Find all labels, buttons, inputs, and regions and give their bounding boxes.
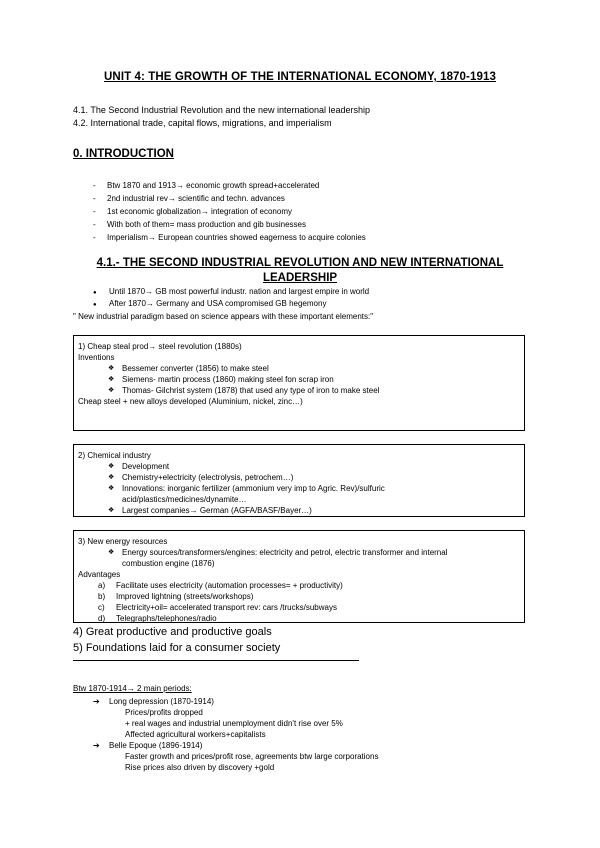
hegemony-bullets [93, 286, 369, 310]
toc-item-4-2: 4.2. International trade, capital flows, migrations, and imperialism [73, 118, 332, 128]
section-heading-line: LEADERSHIP [262, 272, 338, 284]
inventions-list [78, 363, 524, 396]
introduction-heading: 0. INTRODUCTION [73, 148, 174, 160]
period-belle-epoque [93, 740, 378, 773]
intro-item: - 2nd industrial rev→ scientific and techn. advances [93, 192, 366, 205]
invention-item: ❖ Siemens- martin process (1860) making steel fon scrap iron [108, 374, 524, 385]
period-line: Affected agricultural workers+capitalists [125, 730, 266, 739]
box-label: Inventions [78, 353, 115, 362]
paradigm-note: " New industrial paradigm based on science appears with these important elements:" [73, 312, 374, 321]
advantage-item [98, 591, 524, 602]
period-title: Belle Epoque (1896-1914) [109, 741, 203, 750]
period-line: Prices/profits dropped [125, 708, 203, 717]
chemical-item: ❖ Innovations: inorganic fertilizer (ammonium very imp to Agric. Rev)/sulfuric acid/plastics/medicines/dynamite… [108, 483, 468, 505]
box-title: 1) Cheap steal prod→ steel revolution (1880s) [78, 342, 242, 351]
period-line: Faster growth and prices/profit rose, agreements btw large corporations [125, 752, 379, 761]
section-heading-line: 4.1.- THE SECOND INDUSTRIAL REVOLUTION AND NEW INTERNATIONAL [96, 257, 504, 269]
advantages-list [78, 580, 524, 624]
advantage-text: Electricity+oil= accelerated transport rev: cars /trucks/subways [116, 603, 337, 612]
invention-item: ❖ Thomas- Gilchrist system (1878) that used any type of iron to make steel [108, 385, 524, 396]
list-marker: c) [98, 603, 105, 612]
box-title: 3) New energy resources [78, 537, 168, 546]
period-line: + real wages and industrial unemployment didn't rise over 5% [125, 719, 343, 728]
separator-line [73, 660, 359, 661]
intro-item: - Imperialism→ European countries showed eagerness to acquire colonies [93, 231, 366, 244]
chemical-list [78, 461, 468, 516]
period-title: Long depression (1870-1914) [109, 697, 214, 706]
intro-item: - Btw 1870 and 1913→ economic growth spread+accelerated [93, 179, 366, 192]
periods-heading: Btw 1870-1914→ 2 main periods: [73, 684, 192, 693]
box-footer: Cheap steel + new alloys developed (Aluminium, nickel, zinc…) [78, 397, 303, 406]
period-long-depression [93, 696, 378, 740]
chemical-item: ❖ Largest companies→ German (AGFA/BASF/Bayer…) [108, 505, 468, 516]
period-line: Rise prices also driven by discovery +gold [125, 763, 275, 772]
toc-item-4-1: 4.1. The Second Industrial Revolution and the new international leadership [73, 105, 371, 115]
chemical-item: ❖ Chemistry+electricity (electrolysis, petrochem…) [108, 472, 468, 483]
bullet-item: ● After 1870→ Germany and USA compromised GB hegemony [93, 298, 369, 310]
bullet-item: ● Until 1870→ GB most powerful industr. nation and largest empire in world [93, 286, 369, 298]
box-title: 2) Chemical industry [78, 451, 151, 460]
advantage-item [98, 613, 524, 624]
intro-item: - 1st economic globalization→ integration of economy [93, 205, 366, 218]
unit-title: UNIT 4: THE GROWTH OF THE INTERNATIONAL ECONOMY, 1870-1913 [104, 71, 496, 83]
chemical-item: ❖ Development [108, 461, 468, 472]
arrow-icon: ➔ [93, 741, 100, 750]
advantage-text: Facilitate uses electricity (automation processes= + productivity) [116, 581, 343, 590]
point-4: 4) Great productive and productive goals [73, 626, 272, 638]
box-label: Advantages [78, 570, 121, 579]
energy-item: ❖ Energy sources/transformers/engines: electricity and petrol, electric transformer and internal combustion engine (1876) [108, 547, 488, 569]
section-4-1-heading [80, 256, 520, 286]
energy-box [73, 530, 525, 623]
periods-list [93, 696, 378, 773]
invention-item: ❖ Bessemer converter (1856) to make steel [108, 363, 524, 374]
list-marker: b) [98, 592, 106, 601]
chemical-box [73, 444, 525, 517]
introduction-list [93, 179, 366, 244]
advantage-text: Improved lightning (streets/workshops) [116, 592, 254, 601]
intro-item: - With both of them= mass production and gib businesses [93, 218, 366, 231]
point-5: 5) Foundations laid for a consumer society [73, 642, 281, 654]
list-marker: d) [98, 614, 106, 623]
advantage-text: Telegraphs/telephones/radio [116, 614, 217, 623]
advantage-item [98, 602, 524, 613]
arrow-icon: ➔ [93, 697, 100, 706]
advantage-item [98, 580, 524, 591]
list-marker: a) [98, 581, 106, 590]
energy-list [78, 547, 488, 569]
steel-box [73, 335, 525, 431]
